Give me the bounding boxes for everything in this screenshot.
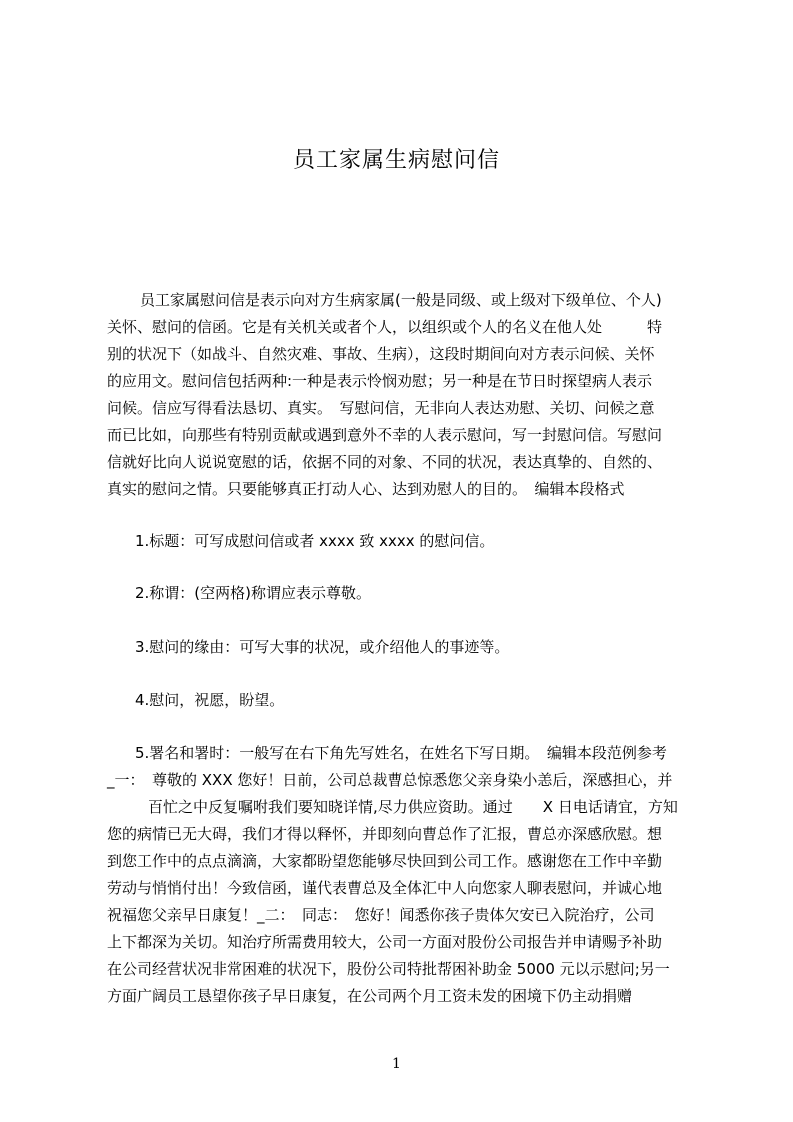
example-line: 您的病情已无大碍，我们才得以释怀，并即刻向曹总作了汇报，曹总亦深感欣慰。想 bbox=[107, 825, 663, 843]
format-item: 4.慰问，祝愿，盼望。 bbox=[135, 691, 285, 709]
example-line: _一： 尊敬的 XXX 您好！日前，公司总裁曹总惊悉您父亲身染小恙后，深感担心，并 bbox=[107, 771, 673, 789]
intro-line: 问候。信应写得看法恳切、真实。 写慰问信，无非向人表达劝慰、关切、问候之意 bbox=[107, 399, 655, 417]
example-line: 方面广阔员工恳望你孩子早日康复，在公司两个月工资未发的困境下仍主动捐赠 bbox=[107, 987, 633, 1005]
format-item: 2.称谓：(空两格)称谓应表示尊敬。 bbox=[135, 584, 372, 602]
intro-line: 员工家属慰问信是表示向对方生病家属(一般是同级、或上级对下级单位、个人) bbox=[140, 291, 662, 309]
intro-line: 的应用文。慰问信包括两种:一种是表示怜悯劝慰；另一种是在节日时探望病人表示 bbox=[107, 372, 653, 390]
format-item: 1.标题：可写成慰问信或者 xxxx 致 xxxx 的慰问信。 bbox=[135, 532, 495, 550]
intro-line: 而已比如，向那些有特别贡献或遇到意外不幸的人表示慰问，写一封慰问信。写慰问 bbox=[107, 426, 663, 444]
example-line: 上下都深为关切。知治疗所需费用较大，公司一方面对股份公司报告并申请赐予补助 bbox=[107, 933, 663, 951]
intro-line: 信就好比向人说说宽慰的话，依据不同的对象、不同的状况，表达真挚的、自然的、 bbox=[107, 453, 663, 471]
example-line: 劳动与悄悄付出！今致信函，谨代表曹总及全体汇中人向您家人聊表慰问，并诚心地 bbox=[107, 879, 663, 897]
intro-line: 别的状况下（如战斗、自然灾难、事故、生病），这段时期间向对方表示问候、关怀 bbox=[107, 345, 655, 363]
example-line: 在公司经营状况非常困难的状况下，股份公司特批帮困补助金 5000 元以示慰问;另一 bbox=[107, 960, 670, 978]
format-item: 5.署名和署时：一般写在右下角先写姓名，在姓名下写日期。 编辑本段范例参考 bbox=[135, 744, 667, 762]
intro-line: 关怀、慰问的信函。它是有关机关或者个人，以组织或个人的名义在他人处 特 bbox=[107, 318, 663, 336]
example-line: 到您工作中的点点滴滴，大家都盼望您能够尽快回到公司工作。感谢您在工作中辛勤 bbox=[107, 852, 663, 870]
page-number: 1 bbox=[392, 1056, 401, 1072]
intro-line: 真实的慰问之情。只要能够真正打动人心、达到劝慰人的目的。 编辑本段格式 bbox=[107, 480, 625, 498]
example-line: 百忙之中反复嘱咐我们要知晓详情,尽力供应资助。通过 X 日电话请宜，方知 bbox=[148, 798, 678, 816]
document-title: 员工家属生病慰问信 bbox=[292, 148, 500, 173]
example-line: 祝福您父亲早日康复！_二： 同志： 您好！闻悉你孩子贵体欠安已入院治疗，公司 bbox=[107, 906, 655, 924]
format-item: 3.慰问的缘由：可写大事的状况，或介绍他人的事迹等。 bbox=[135, 638, 510, 656]
